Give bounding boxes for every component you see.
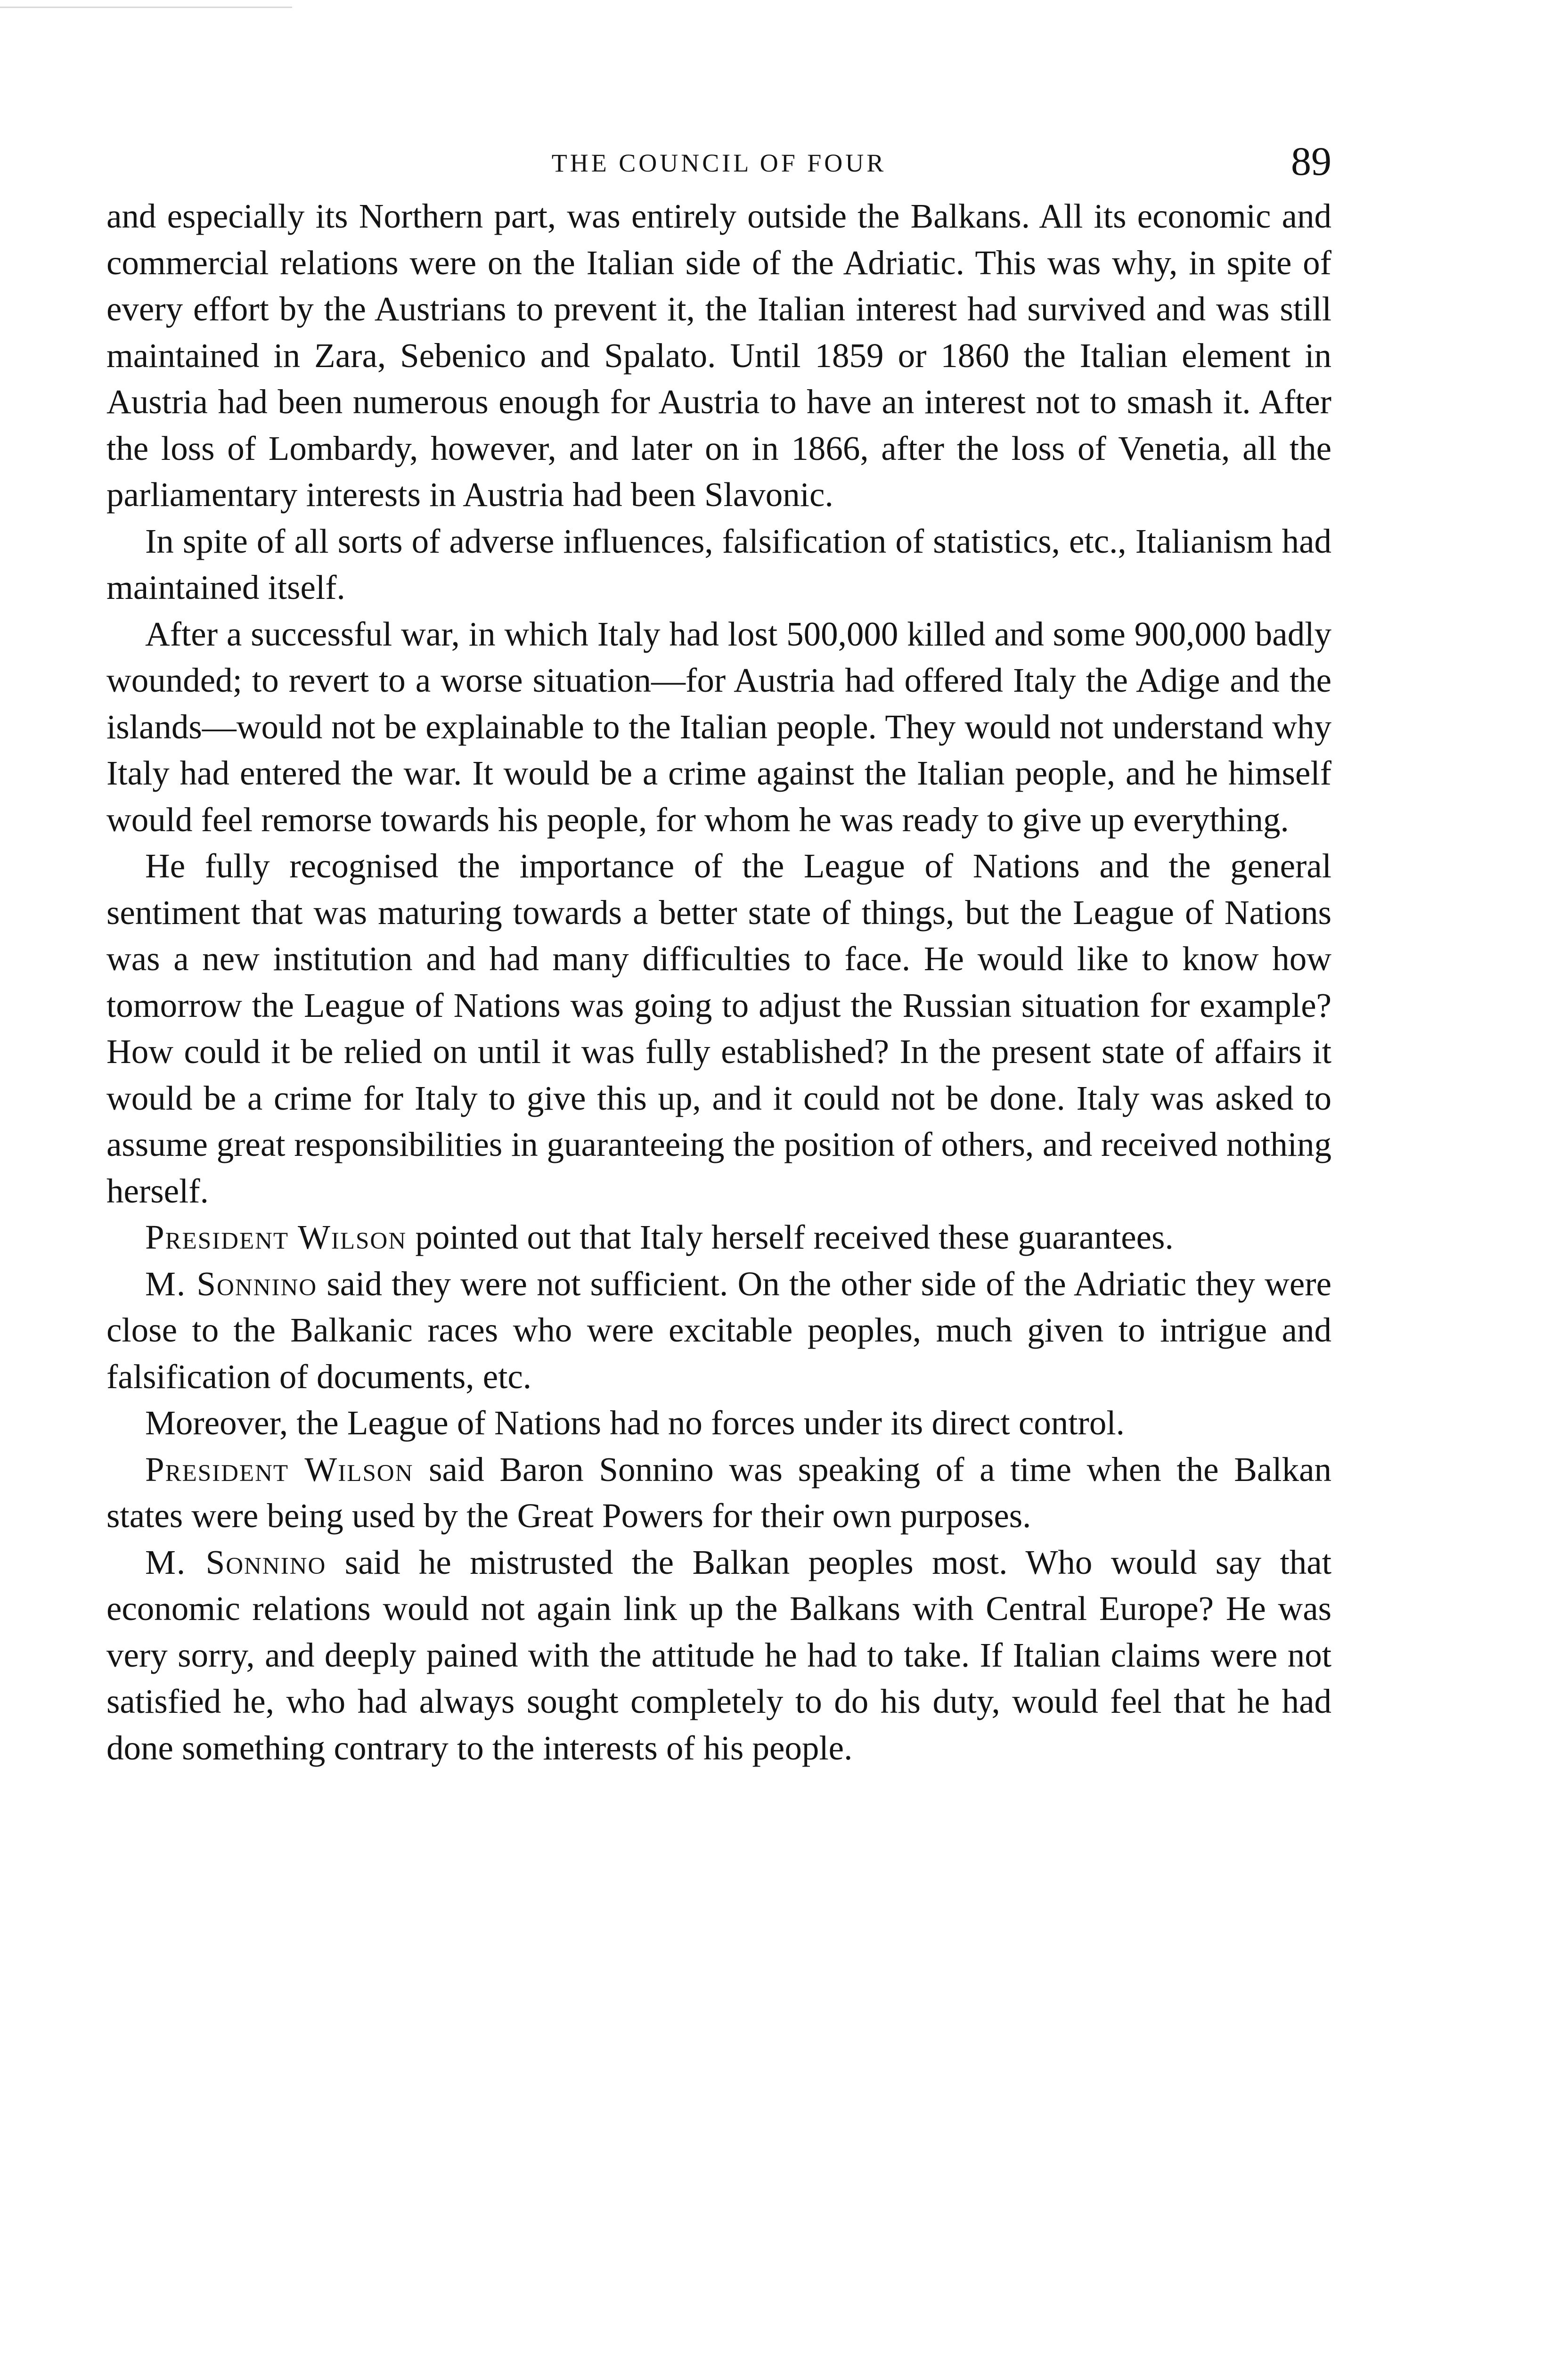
paragraph-9: [106, 1539, 1331, 1772]
paragraph-8-text: said Baron Sonnino was speaking of a time when the Balkan states were being used by the Great Powers for their own purposes.: [106, 1450, 1331, 1535]
speaker-name: M. Sonnino: [145, 1543, 327, 1581]
body-text: [106, 193, 1331, 1771]
paragraph-4: He fully recognised the importance of the League of Nations and the general sentiment that was maturing towards a better state of things, but the League of Nations was a new institution and had many difficulties to face. He would like to know how tomorrow the League of Nations was going to adjust the Russian situation for example? How could it be relied on until it was fully established? In the present state of affairs it would be a crime for Italy to give this up, and it could not be done. Italy was asked to assume great responsibilities in guaranteeing the position of others, and received nothing herself.: [106, 847, 1331, 1210]
speaker-name: President Wilson: [145, 1450, 414, 1489]
paragraph-5-text: pointed out that Italy herself received these guarantees.: [407, 1218, 1174, 1256]
page-number: 89: [1291, 139, 1331, 184]
running-title: THE COUNCIL OF FOUR: [551, 149, 887, 177]
running-head: [106, 137, 1331, 193]
book-page: [106, 137, 1331, 1771]
speaker-name: President Wilson: [145, 1218, 407, 1256]
scan-edge-rule: [0, 7, 292, 8]
paragraph-5: [106, 1214, 1331, 1261]
paragraph-9-text: said he mistrusted the Balkan peoples most. Who would say that economic relations would not again link up the Balkans with Central Europe? He was very sorry, and deeply pained with the attitude he had to take. If Italian claims were not satisfied he, who had always sought completely to do his duty, would feel that he had done something contrary to the interests of his people.: [106, 1543, 1331, 1767]
paragraph-1: and especially its Northern part, was entirely outside the Balkans. All its economic and commercial relations were on the Italian side of the Adriatic. This was why, in spite of every effort by the Austrians to prevent it, the Italian interest had survived and was still maintained in Zara, Sebenico and Spalato. Until 1859 or 1860 the Italian element in Austria had been numerous enough for Austria to have an interest not to smash it. After the loss of Lombardy, however, and later on in 1866, after the loss of Venetia, all the parliamentary interests in Austria had been Slavonic.: [106, 197, 1331, 514]
paragraph-6-text: said they were not sufficient. On the other side of the Adriatic they were close to the Balkanic races who were excitable peoples, much given to intrigue and falsification of documents, etc.: [106, 1264, 1331, 1396]
paragraph-7: Moreover, the League of Nations had no forces under its direct control.: [145, 1404, 1125, 1442]
speaker-name: M. Sonnino: [145, 1264, 318, 1303]
paragraph-3: After a successful war, in which Italy had lost 500,000 killed and some 900,000 badly wounded; to revert to a worse situation—for Austria had offered Italy the Adige and the islands—would not be explainable to the Italian people. They would not understand why Italy had entered the war. It would be a crime against the Italian people, and he himself would feel remorse towards his people, for whom he was ready to give up everything.: [106, 614, 1331, 839]
paragraph-2: In spite of all sorts of adverse influences, falsification of statistics, etc., Italianism had maintained itself.: [106, 522, 1331, 606]
paragraph-8: [106, 1447, 1331, 1539]
paragraph-6: [106, 1261, 1331, 1400]
